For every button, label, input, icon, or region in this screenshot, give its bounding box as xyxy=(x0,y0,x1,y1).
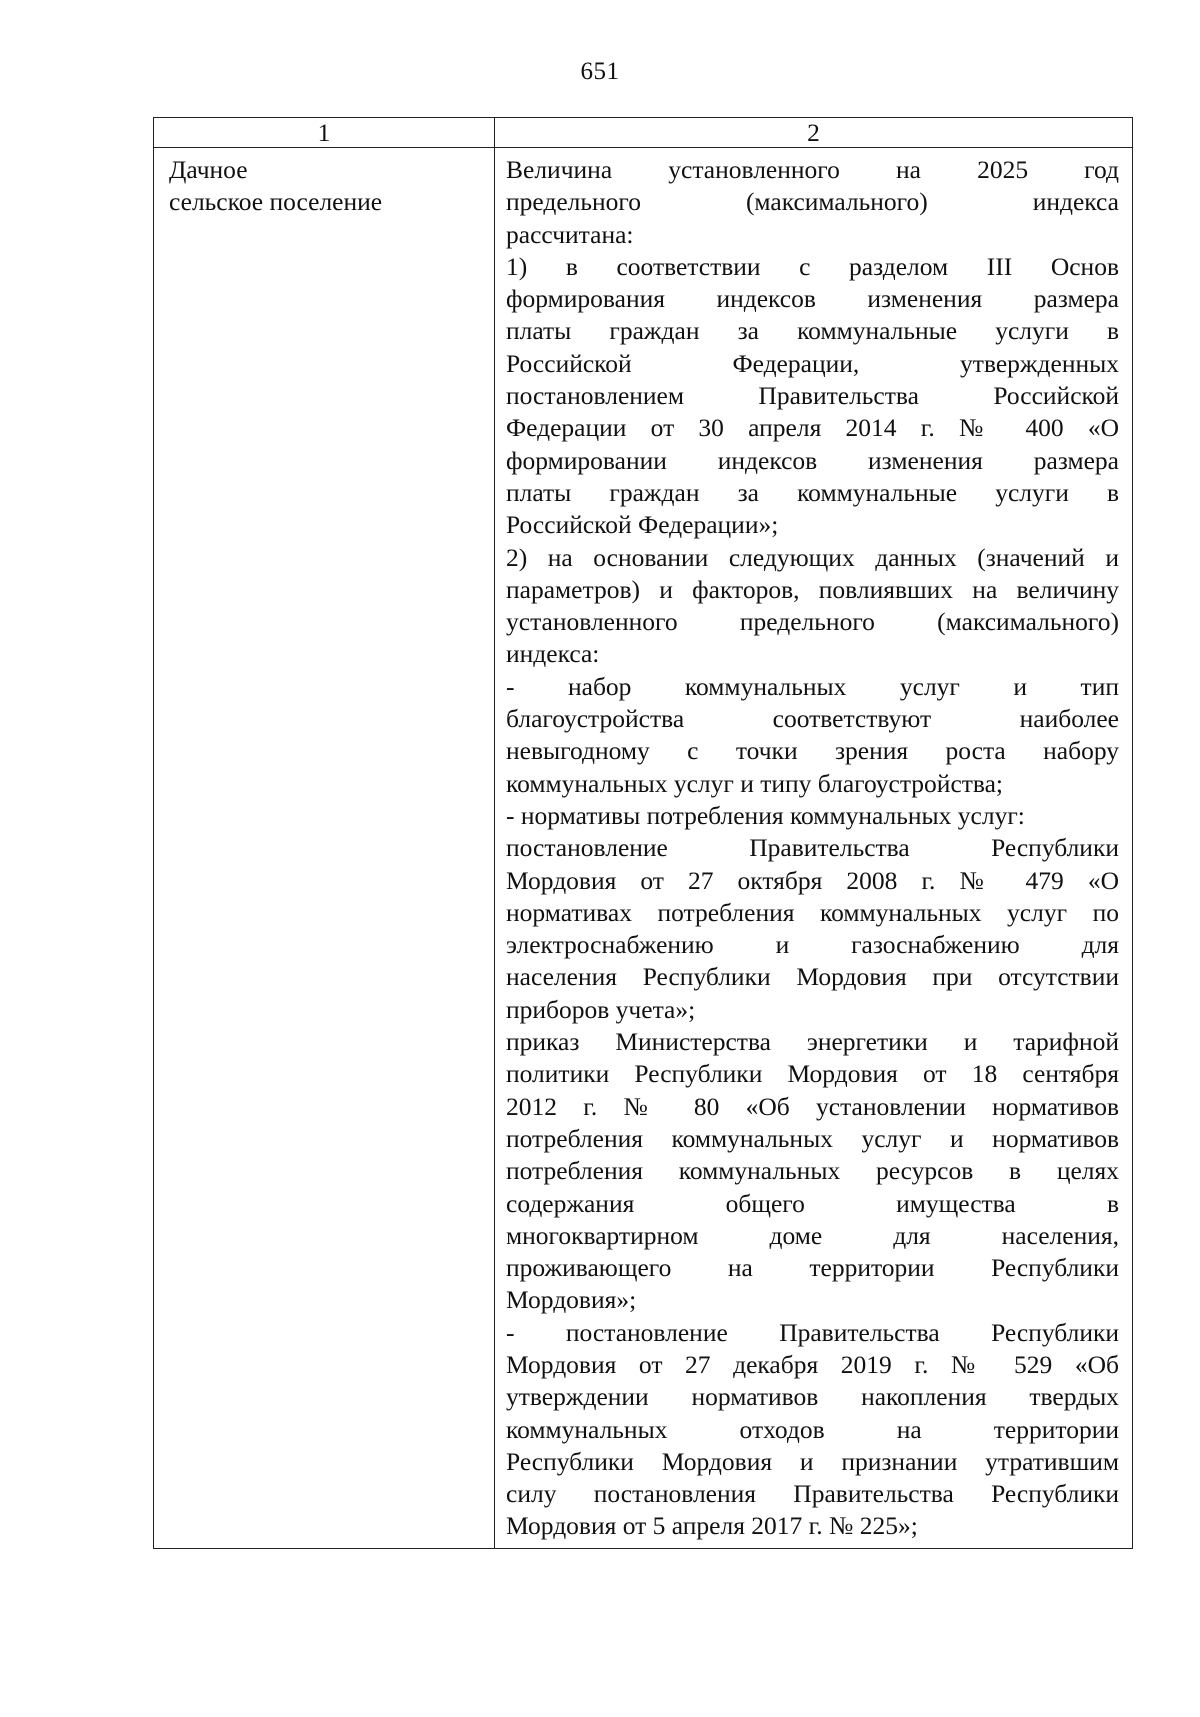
description-line: постановление Правительства Республики xyxy=(506,833,1119,863)
description-line: многоквартирном доме для населения, xyxy=(506,1220,1119,1250)
description-line: - набор коммунальных услуг и тип xyxy=(506,671,1119,701)
column-header-2: 2 xyxy=(495,118,1133,148)
description-line: установленного предельного (максимального) xyxy=(506,607,1119,637)
description-line: политики Республики Мордовия от 18 сентября xyxy=(506,1059,1119,1089)
description-line: силу постановления Правительства Республики xyxy=(506,1479,1119,1509)
index-description-cell xyxy=(495,148,1133,1549)
description-line: электроснабжению и газоснабжению для xyxy=(506,930,1119,960)
description-line: платы граждан за коммунальные услуги в xyxy=(506,477,1119,507)
table-row xyxy=(154,148,1133,1549)
description-line: приборов учета»; xyxy=(506,994,696,1024)
description-line: нормативах потребления коммунальных услуг по xyxy=(506,897,1119,927)
description-line: потребления коммунальных ресурсов в целях xyxy=(506,1156,1119,1186)
document-table xyxy=(153,117,1133,1549)
description-line: формирования индексов изменения размера xyxy=(506,284,1119,314)
description-line: Мордовия от 5 апреля 2017 г. № 225»; xyxy=(506,1511,918,1541)
description-line: содержания общего имущества в xyxy=(506,1188,1119,1218)
description-line: Федерации от 30 апреля 2014 г. № 400 «О xyxy=(506,413,1119,443)
description-line: параметров) и факторов, повлиявших на величину xyxy=(506,574,1119,604)
description-line: 1) в соответствии с разделом III Основ xyxy=(506,251,1119,281)
description-line: индекса: xyxy=(506,639,600,669)
description-line: Мордовия от 27 декабря 2019 г. № 529 «Об xyxy=(506,1349,1119,1379)
settlement-name-line: сельское поселение xyxy=(169,187,383,217)
index-description-text xyxy=(506,154,1119,1548)
description-line: населения Республики Мордовия при отсутствии xyxy=(506,962,1119,992)
description-line: Российской Федерации, утвержденных xyxy=(506,348,1119,378)
description-line: невыгодному с точки зрения роста набору xyxy=(506,736,1119,766)
description-line: Российской Федерации»; xyxy=(506,510,779,540)
description-line: - нормативы потребления коммунальных услуг: xyxy=(506,800,1025,830)
column-header-1: 1 xyxy=(154,118,495,148)
description-line: Мордовия от 27 октября 2008 г. № 479 «О xyxy=(506,865,1119,895)
description-line: формировании индексов изменения размера xyxy=(506,445,1119,475)
description-line: проживающего на территории Республики xyxy=(506,1253,1119,1283)
description-line: утверждении нормативов накопления твердых xyxy=(506,1382,1119,1412)
description-line: приказ Министерства энергетики и тарифной xyxy=(506,1027,1119,1057)
description-line: коммунальных услуг и типу благоустройства; xyxy=(506,768,1004,798)
description-line: коммунальных отходов на территории xyxy=(506,1414,1119,1444)
description-line: платы граждан за коммунальные услуги в xyxy=(506,316,1119,346)
description-line: благоустройства соответствуют наиболее xyxy=(506,704,1119,734)
description-line: Величина установленного на 2025 год xyxy=(506,155,1119,184)
description-line: постановлением Правительства Российской xyxy=(506,381,1119,411)
description-line: предельного (максимального) индекса xyxy=(506,187,1119,217)
description-line: Республики Мордовия и признании утратившим xyxy=(506,1446,1119,1476)
settlement-name-line: Дачное xyxy=(169,155,248,184)
page-number: 651 xyxy=(580,58,620,85)
description-line: 2) на основании следующих данных (значений и xyxy=(506,542,1119,572)
description-line: - постановление Правительства Республики xyxy=(506,1317,1119,1347)
settlement-name-cell xyxy=(154,148,495,1549)
description-line: Мордовия»; xyxy=(506,1285,637,1315)
description-line: рассчитана: xyxy=(506,219,634,249)
description-line: потребления коммунальных услуг и нормативов xyxy=(506,1123,1119,1153)
description-line: 2012 г. № 80 «Об установлении нормативов xyxy=(506,1091,1119,1121)
table-header-row xyxy=(154,118,1133,148)
